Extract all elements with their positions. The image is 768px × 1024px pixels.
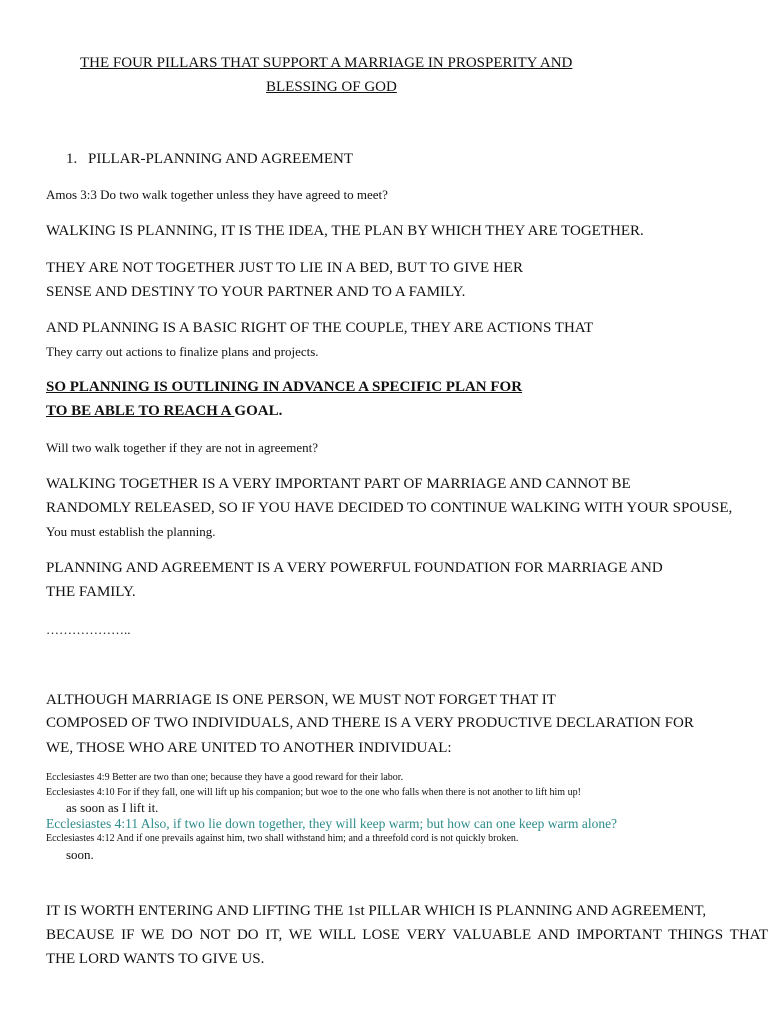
amos-verse: Amos 3:3 Do two walk together unless they have agreed to meet?: [46, 187, 388, 202]
worth-line-1: IT IS WORTH ENTERING AND LIFTING THE 1st PILLAR WHICH IS PLANNING AND AGREEMENT,: [46, 903, 707, 919]
although-line-3: WE, THOSE WHO ARE UNITED TO ANOTHER INDIVIDUAL:: [46, 740, 452, 756]
outline-line-1: SO PLANNING IS OUTLINING IN ADVANCE A SPECIFIC PLAN FOR: [46, 379, 523, 395]
pillar-1-heading: [66, 152, 353, 167]
outline-line-2-end: GOAL.: [234, 403, 283, 419]
ecclesiastes-4-10: Ecclesiastes 4:10 For if they fall, one will lift up his companion; but woe to the one who falls when there is not another to lift him up!: [46, 787, 581, 798]
question-paragraph: Will two walk together if they are not in agreement?: [46, 440, 319, 455]
ecclesiastes-4-10-continued: as soon as I lift it.: [66, 800, 159, 815]
outline-line-2-underlined: TO BE ABLE TO REACH A: [46, 403, 235, 419]
right-line-1: AND PLANNING IS A BASIC RIGHT OF THE COUPLE, THEY ARE ACTIONS THAT: [46, 320, 594, 336]
although-line-1: ALTHOUGH MARRIAGE IS ONE PERSON, WE MUST NOT FORGET THAT IT: [46, 692, 556, 708]
outline-line-2: [46, 404, 282, 419]
together-line-1: THEY ARE NOT TOGETHER JUST TO LIE IN A BED, BUT TO GIVE HER: [46, 260, 523, 276]
title-line-1: THE FOUR PILLARS THAT SUPPORT A MARRIAGE IN PROSPERITY AND: [80, 55, 573, 71]
ecclesiastes-4-12: Ecclesiastes 4:12 And if one prevails against him, two shall withstand him; and a threefold cord is not quickly broken.: [46, 833, 519, 844]
although-line-2: COMPOSED OF TWO INDIVIDUALS, AND THERE IS A VERY PRODUCTIVE DECLARATION FOR: [46, 715, 694, 731]
together-line-2: SENSE AND DESTINY TO YOUR PARTNER AND TO A FAMILY.: [46, 284, 466, 300]
important-line-2: RANDOMLY RELEASED, SO IF YOU HAVE DECIDED TO CONTINUE WALKING WITH YOUR SPOUSE,: [46, 500, 733, 516]
ecclesiastes-4-9: Ecclesiastes 4:9 Better are two than one; because they have a good reward for their labor.: [46, 772, 404, 783]
title-line-2: BLESSING OF GOD: [266, 79, 397, 95]
foundation-line-2: THE FAMILY.: [46, 584, 136, 600]
important-line-1: WALKING TOGETHER IS A VERY IMPORTANT PART OF MARRIAGE AND CANNOT BE: [46, 476, 631, 492]
ecclesiastes-4-11: Ecclesiastes 4:11 Also, if two lie down together, they will keep warm; but how can one keep warm alone?: [46, 816, 618, 831]
important-line-3: You must establish the planning.: [46, 524, 216, 539]
walking-paragraph: WALKING IS PLANNING, IT IS THE IDEA, THE PLAN BY WHICH THEY ARE TOGETHER.: [46, 223, 644, 239]
pillar-1-label: PILLAR-PLANNING AND AGREEMENT: [88, 151, 353, 167]
list-number: 1.: [66, 151, 78, 167]
foundation-line-1: PLANNING AND AGREEMENT IS A VERY POWERFUL FOUNDATION FOR MARRIAGE AND: [46, 560, 663, 576]
ecclesiastes-4-12-continued: soon.: [66, 847, 94, 862]
right-line-2: They carry out actions to finalize plans and projects.: [46, 344, 319, 359]
worth-line-2: BECAUSE IF WE DO NOT DO IT, WE WILL LOSE VERY VALUABLE AND IMPORTANT THINGS THAT: [46, 927, 768, 943]
worth-line-3: THE LORD WANTS TO GIVE US.: [46, 951, 265, 967]
dotted-separator: ………………..: [46, 622, 131, 637]
